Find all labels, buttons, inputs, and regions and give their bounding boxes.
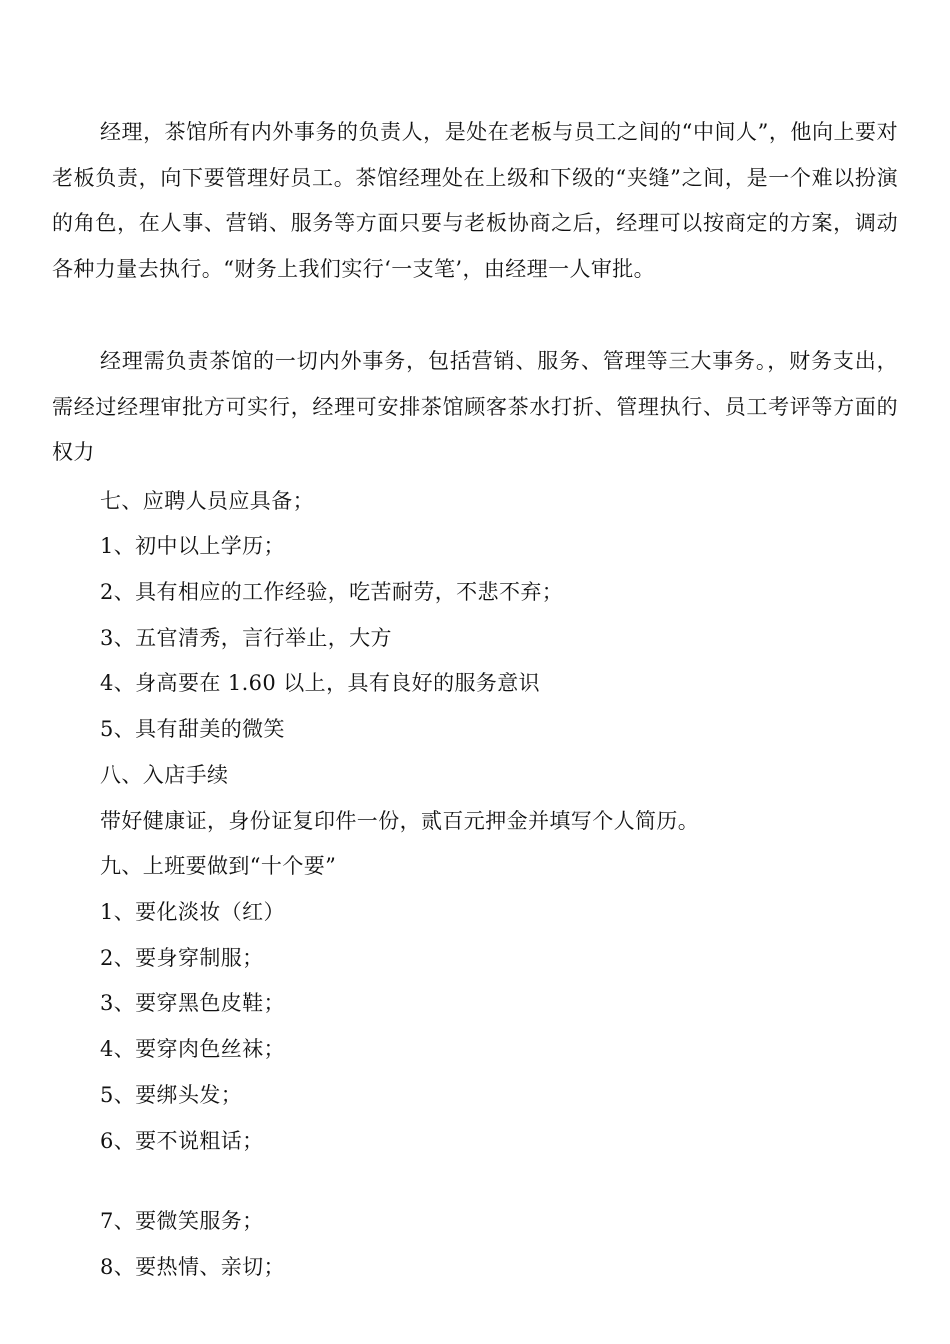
section-heading-requirements: 七、应聘人员应具备； xyxy=(100,489,314,513)
list-item: 8、要热情、亲切； xyxy=(100,1255,285,1279)
paragraph-manager-duties: 经理需负责茶馆的一切内外事务，包括营销、服务、管理等三大事务。，财务支出，需经过经理审批方可实行，经理可安排茶馆顾客茶水打折、管理执行、员工考评等方面的权力 xyxy=(52,349,898,464)
list-item: 1、要化淡妆（红） xyxy=(100,900,285,924)
list-item: 5、具有甜美的微笑 xyxy=(100,717,285,741)
list-item: 4、要穿肉色丝袜； xyxy=(100,1037,285,1061)
onboarding-text: 带好健康证，身份证复印件一份，贰百元押金并填写个人简历。 xyxy=(100,809,700,833)
paragraph-manager-role: 经理，茶馆所有内外事务的负责人，是处在老板与员工之间的“中间人”，他向上要对老板负责，向下要管理好员工。茶馆经理处在上级和下级的“夹缝”之间，是一个难以扮演的角色，在人事、营销、服务等方面只要与老板协商之后，经理可以按商定的方案，调动各种力量去执行。“财务上我们实行‘一支笔’，由经理一人审批。 xyxy=(52,120,898,281)
list-item: 3、五官清秀，言行举止，大方 xyxy=(100,626,392,650)
list-item: 6、要不说粗话； xyxy=(100,1129,264,1153)
list-item: 3、要穿黑色皮鞋； xyxy=(100,991,285,1015)
list-item: 1、初中以上学历； xyxy=(100,534,285,558)
section-heading-ten-musts: 九、上班要做到“十个要” xyxy=(100,854,337,878)
list-item: 5、要绑头发； xyxy=(100,1083,243,1107)
list-item: 2、具有相应的工作经验，吃苦耐劳，不悲不弃； xyxy=(100,580,564,604)
section-heading-onboarding: 八、入店手续 xyxy=(100,763,229,787)
list-item: 7、要微笑服务； xyxy=(100,1209,264,1233)
list-item: 2、要身穿制服； xyxy=(100,946,264,970)
list-item: 4、身高要在 1.60 以上，具有良好的服务意识 xyxy=(100,671,541,695)
